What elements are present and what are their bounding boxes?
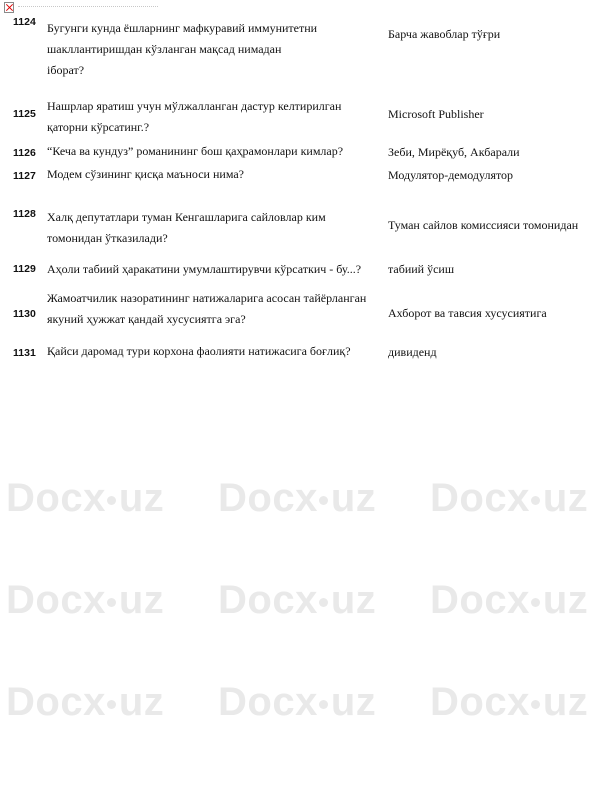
watermark: Docx uz bbox=[218, 578, 377, 622]
answer-text: Барча жавоблар тўғри bbox=[388, 27, 501, 41]
answer-text: Ахборот ва тавсия хусусиятига bbox=[388, 306, 547, 320]
question-text: Жамоатчилик назоратининг натижаларига асосан тайёрланган якуний ҳужжат қандай хусусиятга эга? bbox=[47, 291, 367, 326]
answer-text: Туман сайлов комиссияси томонидан bbox=[388, 218, 579, 232]
question-text: Бугунги кунда ёшларнинг мафкуравий иммунитетни шакллантиришдан кўзланган мақсад нимадан iборат? bbox=[47, 21, 318, 77]
row-number: 1127 bbox=[13, 170, 36, 182]
row-number: 1125 bbox=[13, 108, 36, 120]
dotted-line bbox=[18, 6, 158, 8]
broken-image-bar bbox=[4, 2, 164, 16]
watermark: Docx uz bbox=[6, 476, 165, 520]
question-text: Халқ депутатлари туман Кенгашларига сайловлар ким томонидан ўтказилади? bbox=[47, 210, 326, 245]
row-number: 1129 bbox=[13, 263, 36, 275]
answer-text: Зеби, Мирёқуб, Акбарали bbox=[388, 145, 520, 159]
answer-text: дивиденд bbox=[388, 345, 437, 359]
question-text: Аҳоли табиий ҳаракатини умумлаштирувчи кўрсаткич - бу...? bbox=[47, 262, 362, 276]
row-number: 1128 bbox=[13, 208, 36, 220]
watermark: Docx uz bbox=[430, 680, 589, 724]
watermark: Docx uz bbox=[218, 476, 377, 520]
watermark: Docx uz bbox=[430, 578, 589, 622]
watermark: Docx uz bbox=[430, 476, 589, 520]
question-text: Модем сўзининг қисқа маъноси нима? bbox=[47, 167, 244, 181]
broken-image-icon bbox=[4, 2, 14, 13]
question-text: Қайси даромад тури корхона фаолияти натижасига боғлиқ? bbox=[47, 344, 351, 358]
question-text: “Кеча ва кундуз” романининг бош қаҳрамонлари кимлар? bbox=[47, 144, 344, 158]
answer-text: Microsoft Publisher bbox=[388, 107, 484, 121]
watermark: Docx uz bbox=[6, 680, 165, 724]
row-number: 1131 bbox=[13, 347, 36, 359]
watermark: Docx uz bbox=[6, 578, 165, 622]
row-number: 1126 bbox=[13, 147, 36, 159]
row-number: 1124 bbox=[13, 16, 36, 28]
watermark: Docx uz bbox=[218, 680, 377, 724]
answer-text: табиий ўсиш bbox=[388, 262, 455, 276]
row-number: 1130 bbox=[13, 308, 36, 320]
question-text: Нашрлар яратиш учун мўлжалланган дастур келтирилган қаторни кўрсатинг.? bbox=[47, 99, 342, 134]
answer-text: Модулятор-демодулятор bbox=[388, 168, 514, 182]
